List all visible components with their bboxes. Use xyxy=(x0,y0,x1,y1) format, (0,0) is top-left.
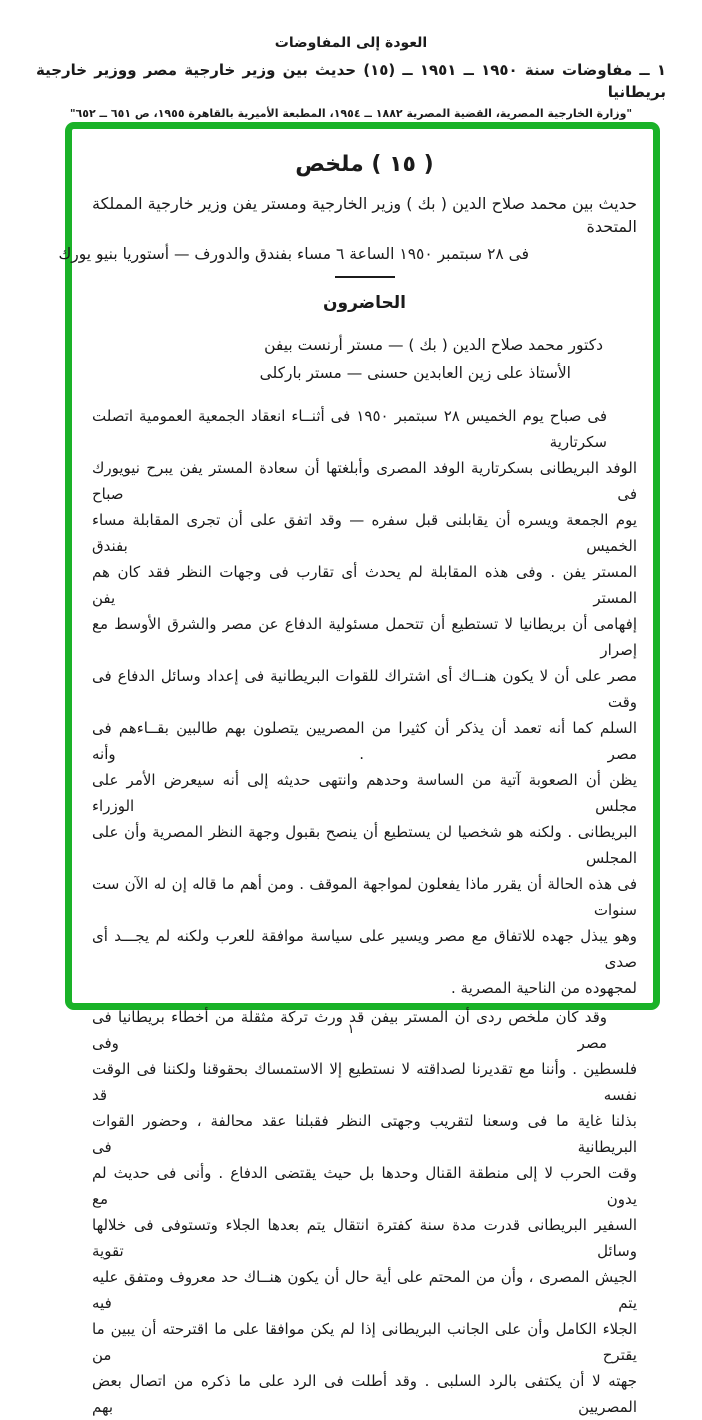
body-line: الجلاء الكامل وأن على الجانب البريطانى إذا لم يكن موافقا على ما اقترحته أن يبين ما يقترح من xyxy=(92,1320,637,1364)
body-line: وهو يبذل جهده للاتفاق مع مصر ويسير على سياسة موافقة للعرب ولكنه لم يجـــد أى صدى xyxy=(92,927,637,971)
body-line: الوفد البريطانى بسكرتارية الوفد المصرى وأبلغتها أن سعادة المستر يفن يبرح نيويورك فى صباح xyxy=(92,459,637,503)
paragraph xyxy=(92,403,637,1001)
document-title: ( ١٥ ) ملخص xyxy=(295,152,434,177)
section-heading: العودة إلى المفاوضات xyxy=(274,35,428,51)
green-frame xyxy=(58,122,660,1416)
attendee-line: دكتور محمد صلاح الدين ( بك ) — مستر أرنست بيفن xyxy=(264,336,603,354)
body-line: جهته لا أن يكتفى بالرد السلبى . وقد أطلت فى الرد على ما ذكره من اتصال بعض المصريين بهم xyxy=(92,1372,637,1416)
body-line: يوم الجمعة ويسره أن يقابلنى قبل سفره — وقد اتفق على أن تجرى المقابلة مساء الخميس بفندق xyxy=(92,511,637,555)
body-line: الجيش المصرى ، وأن من المحتم على أية حال أن يكون هنــاك حد معروف ومتفق عليه يتم فيه xyxy=(92,1268,637,1312)
body-line: فلسطين . وأننا مع تقديرنا لصداقته لا نستطيع إلا الاستمساك بحقوقنا ولكننا فى الوقت نفسه قد xyxy=(92,1060,637,1104)
body-line: مصر على أن لا يكون هنــاك أى اشتراك للقوات البريطانية فى إعداد وسائل الدفاع فى وقت xyxy=(92,667,637,711)
body-line: المستر يفن . وفى هذه المقابلة لم يحدث أى تقارب فى وجهات النظر فقد كان هم المستر يفن xyxy=(92,563,637,607)
document-subtitle-line2: فى ٢٨ سبتمبر ١٩٥٠ الساعة ٦ مساء بفندق والدورف — أستوريا بنيو يورك xyxy=(58,245,529,263)
body-text xyxy=(92,403,637,1420)
page-header xyxy=(0,0,702,121)
document-subtitle-line1: حديث بين محمد صلاح الدين ( بك ) وزير الخارجية ومستر يفن وزير خارجية المملكة المتحدة xyxy=(92,194,637,236)
paragraph xyxy=(92,1004,637,1420)
body-line: لمجهوده من الناحية المصرية . xyxy=(450,979,637,997)
body-line: وقت الحرب لا إلى منطقة القنال وحدها بل حيث يقتضى الدفاع . وأنى فى حديث لم يدون مع xyxy=(92,1164,637,1208)
body-line: وقد كان ملخص ردى أن المستر بيفن قد ورث تركة مثقلة من أخطاء بريطانيا فى مصر وفى xyxy=(92,1008,607,1052)
body-line: فى صباح يوم الخميس ٢٨ سبتمبر ١٩٥٠ فى أثنــاء انعقاد الجمعية العمومية اتصلت سكرتارية xyxy=(92,407,607,451)
body-line: فى هذه الحالة أن يقرر ماذا يفعلون لمواجهة الموقف . ومن أهم ما قاله إن له الآن ست سنوات xyxy=(92,875,637,919)
page-number: ١ xyxy=(347,1022,355,1037)
body-line: السلم كما أنه تعمد أن يذكر أن كثيرا من المصريين يتصلون بهم طالبين بقــاءهم فى مصر . وأنه xyxy=(92,719,637,763)
document-index-line: ١ ــ مفاوضات سنة ١٩٥٠ ــ ١٩٥١ ــ (١٥) حديث بين وزير خارجية مصر ووزير خارجية بريطانيا xyxy=(36,61,667,101)
source-citation: "وزارة الخارجية المصرية، القضية المصرية ١٨٨٢ ــ ١٩٥٤، المطبعة الأميرية بالقاهرة ١٩٥٥، ص ٦٥١ ــ ٦٥٢" xyxy=(69,107,633,120)
attendees-heading: الحاضرون xyxy=(323,293,406,313)
body-line: السفير البريطانى قدرت مدة سنة كفترة انتقال يتم بعدها الجلاء وتستوفى فى خلالها وسائل تقوية xyxy=(92,1216,637,1260)
body-line: يظن أن الصعوبة آتية من الساسة وحدهم وانتهى حديثه إلى أنه سيعرض الأمر على مجلس الوزراء xyxy=(92,771,637,815)
body-line: بذلنا غاية ما فى وسعنا لتقريب وجهتى النظر فقبلنا عقد محالفة ، وحضور القوات البريطانية فى xyxy=(92,1112,637,1156)
attendee-line: الأستاذ على زين العابدين حسنى — مستر باركلى xyxy=(259,364,571,382)
divider-rule xyxy=(335,276,395,278)
body-line: إفهامى أن بريطانيا لا تستطيع أن تتحمل مسئولية الدفاع عن مصر والشرق الأوسط مع إصرار xyxy=(92,615,637,659)
body-line: البريطانى . ولكنه هو شخصيا لن يستطيع أن ينصح بقبول وجهة النظر المصرية وأن على المجلس xyxy=(92,823,637,867)
